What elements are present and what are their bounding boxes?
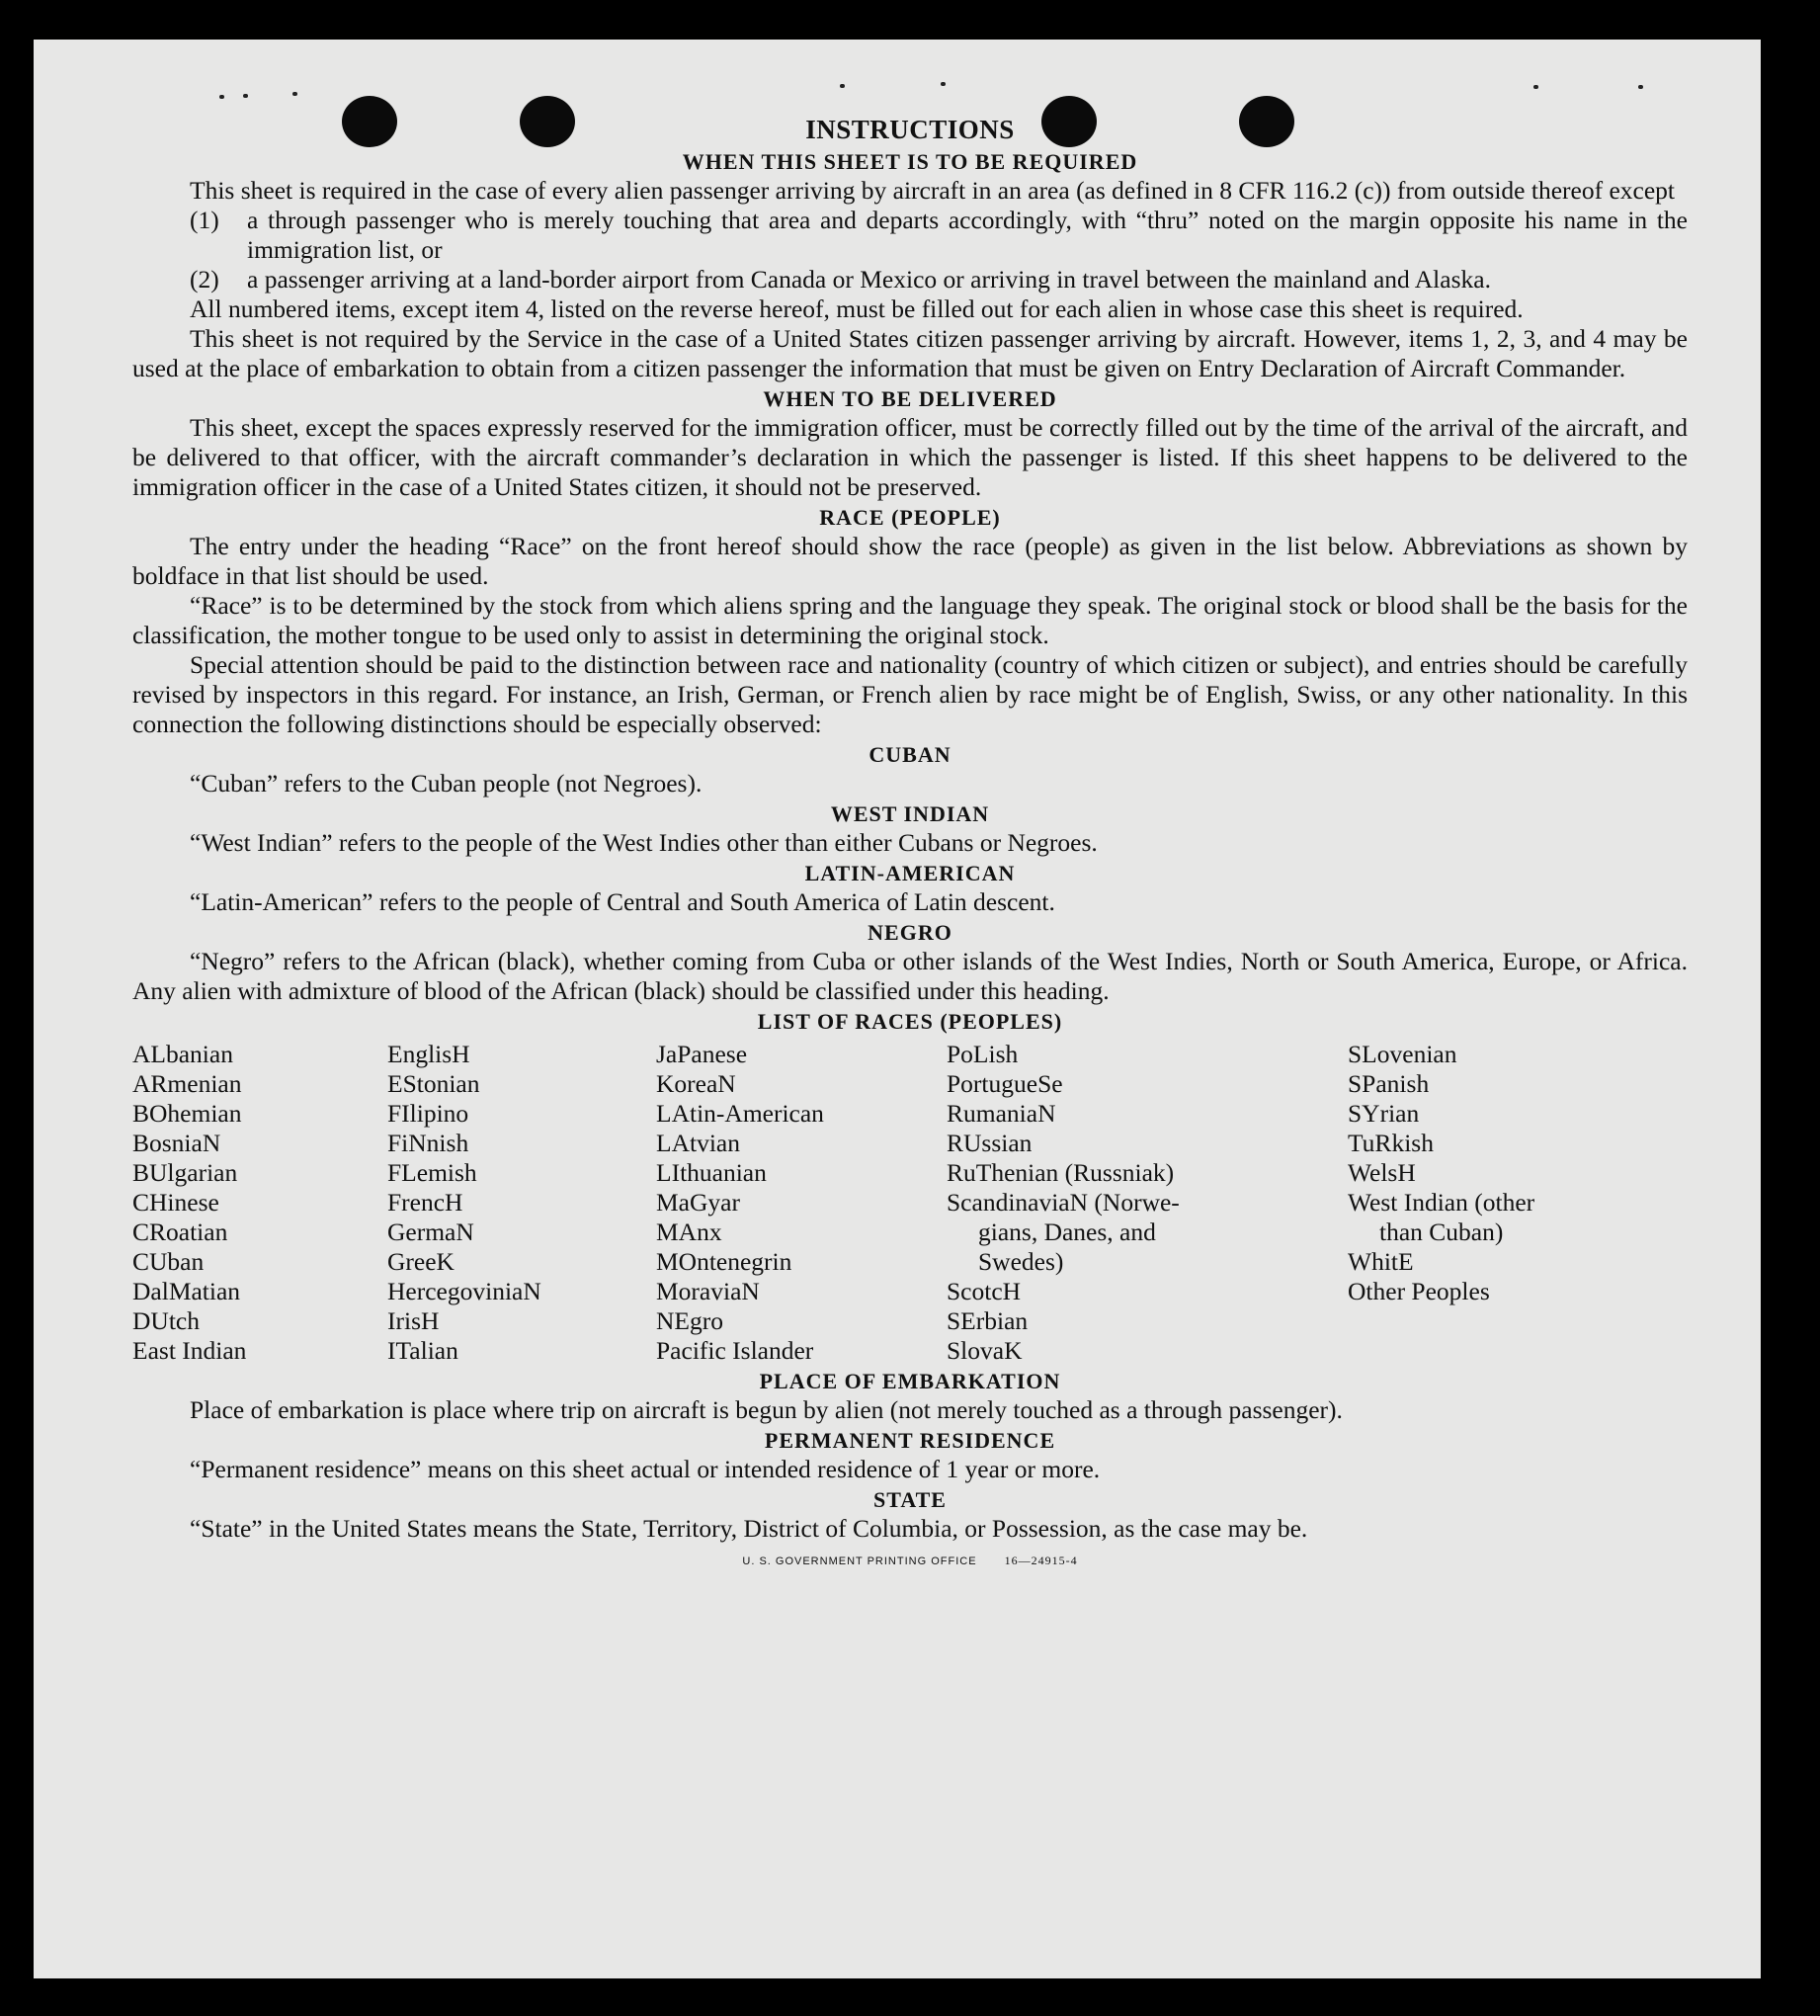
negro-definition: “Negro” refers to the African (black), whether coming from Cuba or other islands of the West Indies, North or South America, Europe, or Africa. Any alien with admixture of blood of the African (black) should be classified under this heading. xyxy=(132,947,1688,1005)
race-item: CUban xyxy=(132,1247,205,1276)
race-item: Pacific Islander xyxy=(656,1336,814,1365)
exception-item-text: a through passenger who is merely touching that area and departs accordingly, with “thru” noted on the margin opposite his name in the immigration list, or xyxy=(247,206,1688,264)
race-item: BOhemian xyxy=(132,1099,242,1128)
permanent-residence-definition: “Permanent residence” means on this sheet actual or intended residence of 1 year or more. xyxy=(190,1455,1101,1483)
dust-speck xyxy=(840,84,845,88)
race-item: RuThenian (Russniak) xyxy=(947,1158,1175,1187)
race-heading: RACE (PEOPLE) xyxy=(819,505,1001,530)
race-item: East Indian xyxy=(132,1336,247,1365)
race-item: BosniaN xyxy=(132,1129,221,1157)
race-item-continuation: than Cuban) xyxy=(1379,1218,1504,1246)
race-item: HercegoviniaN xyxy=(387,1277,541,1305)
race-item: West Indian (other xyxy=(1348,1188,1535,1217)
race-item: LAtin-American xyxy=(656,1099,824,1128)
dust-speck xyxy=(1533,85,1538,89)
race-item: SPanish xyxy=(1348,1069,1430,1098)
west-indian-heading: WEST INDIAN xyxy=(830,801,990,826)
race-item: ScandinaviaN (Norwe- xyxy=(947,1188,1180,1217)
when-required-heading: WHEN THIS SHEET IS TO BE REQUIRED xyxy=(682,149,1138,174)
race-item: LIthuanian xyxy=(656,1158,767,1187)
exception-item-number: (2) xyxy=(190,265,219,294)
race-item: MaGyar xyxy=(656,1188,740,1217)
race-item-continuation: Swedes) xyxy=(978,1247,1064,1276)
race-item: SYrian xyxy=(1348,1099,1420,1128)
races-column xyxy=(1348,1040,1644,1366)
races-list xyxy=(132,1040,1688,1366)
race-item: DUtch xyxy=(132,1306,200,1335)
numbered-items-paragraph: All numbered items, except item 4, listed on the reverse hereof, must be filled out for each alien in whose case this sheet is required. xyxy=(190,294,1524,323)
exception-item-text: a passenger arriving at a land-border airport from Canada or Mexico or arriving in travel between the mainland and Alaska. xyxy=(247,265,1491,294)
race-item: MOntenegrin xyxy=(656,1247,792,1276)
place-of-embarkation-heading: PLACE OF EMBARKATION xyxy=(759,1369,1061,1393)
latin-american-heading: LATIN-AMERICAN xyxy=(804,861,1016,885)
race-item: ARmenian xyxy=(132,1069,242,1098)
race-item: WhitE xyxy=(1348,1247,1414,1276)
state-definition: “State” in the United States means the State, Territory, District of Columbia, or Possession, as the case may be. xyxy=(190,1514,1308,1543)
when-delivered-heading: WHEN TO BE DELIVERED xyxy=(763,386,1057,411)
race-item: MoraviaN xyxy=(656,1277,760,1305)
exception-item-number: (1) xyxy=(190,206,219,234)
place-of-embarkation-definition: Place of embarkation is place where trip on aircraft is begun by alien (not merely touched as a through passenger). xyxy=(190,1395,1343,1424)
race-item: ALbanian xyxy=(132,1040,233,1068)
races-column xyxy=(656,1040,947,1366)
dust-speck xyxy=(292,92,297,96)
exception-item xyxy=(190,265,1688,294)
printer-name: U. S. GOVERNMENT PRINTING OFFICE xyxy=(742,1555,977,1567)
race-item: NEgro xyxy=(656,1306,723,1335)
document-sheet xyxy=(34,40,1761,1978)
race-item: CHinese xyxy=(132,1188,219,1217)
race-item: CRoatian xyxy=(132,1218,228,1246)
dust-speck xyxy=(219,95,224,99)
race-item: KoreaN xyxy=(656,1069,736,1098)
dust-speck xyxy=(243,94,248,98)
race-paragraph: Special attention should be paid to the distinction between race and nationality (country of which citizen or subject), and entries should be carefully revised by inspectors in this regard. For instance, an Irish, German, or French alien by race might be of English, Swiss, or any other nationality. In this connection the following distinctions should be especially observed: xyxy=(132,650,1688,738)
race-item: FrencH xyxy=(387,1188,463,1217)
race-item: TuRkish xyxy=(1348,1129,1434,1157)
race-item: FIlipino xyxy=(387,1099,469,1128)
races-column xyxy=(947,1040,1348,1366)
when-required-paragraph: This sheet is required in the case of every alien passenger arriving by aircraft in an area (as defined in 8 CFR 116.2 (c)) from outside thereof except xyxy=(190,176,1675,205)
race-item: PoLish xyxy=(947,1040,1019,1068)
when-delivered-paragraph: This sheet, except the spaces expressly reserved for the immigration officer, must be correctly filled out by the time of the arrival of the aircraft, and be delivered to that officer, with the aircraft commander’s declaration in which the passenger is listed. If this sheet happens to be delivered to the immigration officer in the case of a United States citizen, it should not be preserved. xyxy=(132,413,1688,501)
race-item: GermaN xyxy=(387,1218,474,1246)
race-item: ITalian xyxy=(387,1336,458,1365)
race-item: EnglisH xyxy=(387,1040,470,1068)
race-item: WelsH xyxy=(1348,1158,1416,1187)
races-column xyxy=(387,1040,656,1366)
race-item: EStonian xyxy=(387,1069,480,1098)
race-item: ScotcH xyxy=(947,1277,1022,1305)
race-paragraph: The entry under the heading “Race” on the front hereof should show the race (people) as given in the list below. Abbreviations as shown by boldface in that list should be used. xyxy=(132,532,1688,590)
race-item: LAtvian xyxy=(656,1129,740,1157)
exception-item xyxy=(190,206,1688,265)
state-heading: STATE xyxy=(873,1487,947,1512)
instructions-content xyxy=(132,113,1688,1568)
dust-speck xyxy=(1638,85,1643,89)
west-indian-definition: “West Indian” refers to the people of the West Indies other than either Cubans or Negroes. xyxy=(190,828,1098,857)
race-item: FLemish xyxy=(387,1158,477,1187)
dust-speck xyxy=(941,82,946,86)
race-item: SErbian xyxy=(947,1306,1029,1335)
race-paragraph: “Race” is to be determined by the stock from which aliens spring and the language they speak. The original stock or blood shall be the basis for the classification, the mother tongue to be used only to assist in determining the original stock. xyxy=(132,591,1688,649)
citizen-paragraph: This sheet is not required by the Service in the case of a United States citizen passenger arriving by aircraft. However, items 1, 2, 3, and 4 may be used at the place of embarkation to obtain from a citizen passenger the information that must be given on Entry Declaration of Aircraft Commander. xyxy=(132,324,1688,382)
cuban-heading: CUBAN xyxy=(869,742,951,767)
race-item: GreeK xyxy=(387,1247,455,1276)
race-item: DalMatian xyxy=(132,1277,241,1305)
race-item-continuation: gians, Danes, and xyxy=(978,1218,1156,1246)
race-item: RUssian xyxy=(947,1129,1033,1157)
race-item: FiNnish xyxy=(387,1129,469,1157)
list-of-races-heading: LIST OF RACES (PEOPLES) xyxy=(757,1009,1063,1034)
race-item: IrisH xyxy=(387,1306,440,1335)
race-item: PortugueSe xyxy=(947,1069,1063,1098)
form-number: 16—24915-4 xyxy=(1004,1554,1078,1567)
instructions-title: INSTRUCTIONS xyxy=(805,115,1015,144)
cuban-definition: “Cuban” refers to the Cuban people (not Negroes). xyxy=(190,769,703,798)
race-item: BUlgarian xyxy=(132,1158,238,1187)
permanent-residence-heading: PERMANENT RESIDENCE xyxy=(764,1428,1056,1453)
race-item: JaPanese xyxy=(656,1040,748,1068)
negro-heading: NEGRO xyxy=(868,920,952,945)
race-item: Other Peoples xyxy=(1348,1277,1490,1305)
races-column xyxy=(132,1040,387,1366)
race-item: SlovaK xyxy=(947,1336,1023,1365)
race-item: MAnx xyxy=(656,1218,722,1246)
race-item: SLovenian xyxy=(1348,1040,1457,1068)
printer-footer xyxy=(132,1554,1688,1568)
race-item: RumaniaN xyxy=(947,1099,1056,1128)
latin-american-definition: “Latin-American” refers to the people of Central and South America of Latin descent. xyxy=(190,887,1055,916)
